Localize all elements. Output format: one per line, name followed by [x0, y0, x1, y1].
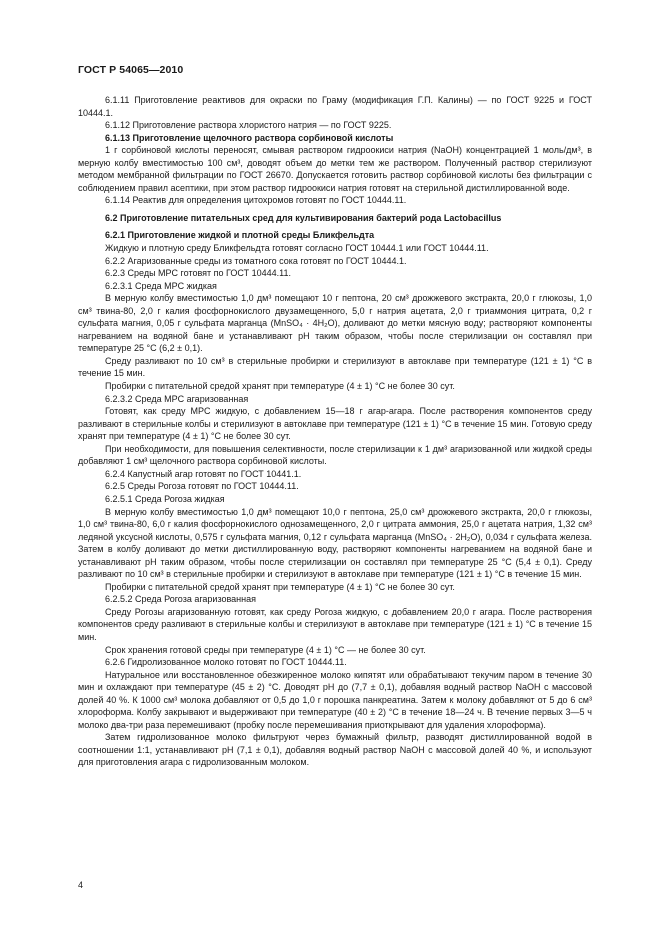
document-header: ГОСТ Р 54065—2010: [78, 64, 184, 76]
paragraph: 6.1.11 Приготовление реактивов для окраски по Граму (модификация Г.П. Калины) — по ГОСТ 9225 и ГОСТ 10444.1.: [78, 95, 592, 118]
paragraph: При необходимости, для повышения селективности, после стерилизации к 1 дм³ агаризованной или жидкой среды добавляют 1 см³ щелочного раствора сорбиновой кислоты.: [78, 443, 592, 467]
section-heading: 6.2.1 Приготовление жидкой и плотной среды Бликфельдта: [105, 230, 375, 241]
paragraph: Пробирки с питательной средой хранят при температуре (4 ± 1) °C не более 30 сут.: [105, 381, 455, 392]
paragraph: Готовят, как среду MPC жидкую, с добавлением 15—18 г агар-агара. После растворения компонентов среду разливают в стерильные колбы и стерилизуют в автоклаве при температуре (121 ± 1) °C в течение 15 мин. Готовую среду хранят при температуре (4 ± 1) °C не более 30 сут.: [78, 406, 592, 442]
paragraph: 6.2.2 Агаризованные среды из томатного сока готовят по ГОСТ 10444.1.: [105, 255, 407, 266]
paragraph: Натуральное или восстановленное обезжиренное молоко кипятят или обрабатывают текучим паром в течение 30 мин и охлаждают при температуре (45 ± 2) °C. Доводят pH до (7,7 ± 0,1), добавляя водный раствор NaOH с массовой долей 40 %. К 1000 см³ молока добавляют от 0,5 до 1,0 г порошка панкреатина. Затем к молоку добавляют от 5 до 6 см³ хлороформа. Колбу закрывают и выдерживают при температуре (40 ± 2) °C в течение 18—24 ч. В течение первых 3—5 ч молоко два-три раза перемешивают (пробку после перемешивания приоткрывают для удаления хлороформа).: [78, 669, 592, 730]
paragraph: В мерную колбу вместимостью 1,0 дм³ помещают 10 г пептона, 20 см³ дрожжевого экстракта, 20,0 г глюкозы, 1,0 см³ твина-80, 2,0 г калия фосфорнокислого двузамещенного, 5,0 г натрия ацетата, 2,0 г триаммония цитрата, 0,2 г сульфата магния, 0,05 г сульфата марганца (MnSO₄ · 4H₂O), доливают до метки мясную воду; растворяют компоненты нагреванием на водяной бане и устанавливают pH таким образом, чтобы после стерилизации он составлял при температуре 25 °C (6,2 ± 0,1).: [78, 293, 592, 354]
paragraph: Затем гидролизованное молоко фильтруют через бумажный фильтр, разводят дистиллированной водой в соотношении 1:1, устанавливают pH (7,1 ± 0,1), добавляя водный раствор NaOH с массовой долей 40 %, и используют для приготовления агара с гидролизованным молоком.: [78, 732, 592, 768]
paragraph: Пробирки с питательной средой хранят при температуре (4 ± 1) °C не более 30 сут.: [105, 581, 455, 592]
section-heading: 6.2 Приготовление питательных сред для культивирования бактерий рода Lactobacillus: [105, 212, 502, 223]
paragraph: 6.2.3 Среды MPC готовят по ГОСТ 10444.11.: [105, 268, 291, 279]
paragraph: 6.1.12 Приготовление раствора хлористого натрия — по ГОСТ 9225.: [105, 120, 392, 131]
paragraph: В мерную колбу вместимостью 1,0 дм³ помещают 10,0 г пептона, 25,0 см³ дрожжевого экстракта, 20,0 г глюкозы, 1,0 см³ твина-80, 6,0 г калия фосфорнокислого однозамещенного, 2,0 г цитрата аммония, 25,0 г ацетата натрия, 1,32 см³ ледяной уксусной кислоты, 0,575 г сульфата магния, 0,12 г сульфата марганца (MnSO₄ · 2H₂O), 0,034 г сульфата железа. Затем в колбу доливают до метки дистиллированную воду, растворяют компоненты нагреванием на водяной бане и устанавливают pH таким образом, чтобы после стерилизации он составлял при температуре 25 °C (5,4 ± 0,1). Среду разливают по 10 см³ в стерильные пробирки и стерилизуют в автоклаве при температуре (121 ± 1) °C в течение 15 мин.: [78, 506, 592, 580]
paragraph: 1 г сорбиновой кислоты переносят, смывая раствором гидроокиси натрия (NaOH) концентрацией 1 моль/дм³, в мерную колбу вместимостью 100 см³, доводят объем до метки тем же раствором. Полученный раствор стерилизуют методом мембранной фильтрации по ГОСТ 26670. Допускается готовить раствор сорбиновой кислоты без фильтрации с соблюдением правил асептики, при этом раствор гидроокиси натрия готовят на стерильной дистиллированной воде.: [78, 145, 592, 193]
paragraph: Жидкую и плотную среду Бликфельдта готовят согласно ГОСТ 10444.1 или ГОСТ 10444.11.: [105, 243, 489, 254]
paragraph: Срок хранения готовой среды при температуре (4 ± 1) °C — не более 30 сут.: [105, 644, 426, 655]
section-heading: 6.1.13 Приготовление щелочного раствора сорбиновой кислоты: [105, 132, 394, 143]
document-body: [78, 94, 592, 769]
page-number: 4: [78, 880, 84, 890]
paragraph: 6.1.14 Реактив для определения цитохромов готовят по ГОСТ 10444.11.: [105, 195, 407, 206]
paragraph: 6.2.6 Гидролизованное молоко готовят по ГОСТ 10444.11.: [105, 657, 347, 668]
subsection-heading: 6.2.5.1 Среда Рогоза жидкая: [105, 493, 225, 504]
subsection-heading: 6.2.3.2 Среда MPC агаризованная: [105, 393, 249, 404]
paragraph: Среду Рогозы агаризованную готовят, как среду Рогоза жидкую, с добавлением 20,0 г агара. После растворения компонентов среду разливают в стерильные колбы и стерилизуют в автоклаве при температуре (121 ± 1) °C в течение 15 мин.: [78, 606, 592, 642]
subsection-heading: 6.2.3.1 Среда MPC жидкая: [105, 280, 217, 291]
subsection-heading: 6.2.5.2 Среда Рогоза агаризованная: [105, 594, 256, 605]
paragraph: 6.2.4 Капустный агар готовят по ГОСТ 10441.1.: [105, 468, 302, 479]
paragraph: Среду разливают по 10 см³ в стерильные пробирки и стерилизуют в автоклаве при температуре (121 ± 1) °C в течение 15 мин.: [78, 355, 592, 379]
paragraph: 6.2.5 Среды Рогоза готовят по ГОСТ 10444.11.: [105, 481, 299, 492]
